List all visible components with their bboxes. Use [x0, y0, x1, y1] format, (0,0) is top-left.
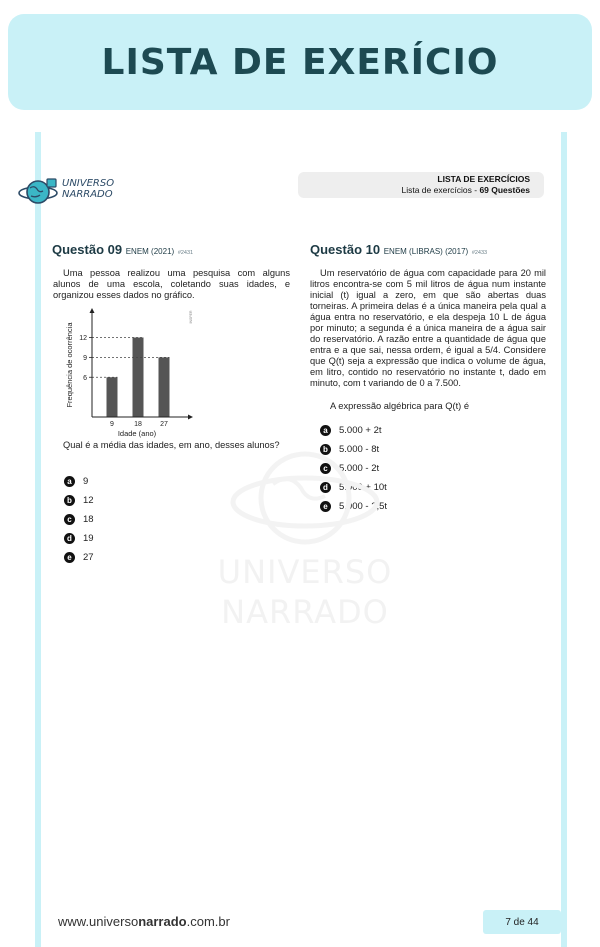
list-header-box	[298, 172, 544, 198]
option-text: 5.000 - 2,5t	[339, 501, 388, 512]
question-10-title	[310, 242, 487, 257]
logo-text	[62, 178, 114, 200]
question-10-source: ENEM (LIBRAS) (2017)	[383, 247, 469, 256]
option-text: 5.000 - 2t	[339, 463, 380, 474]
chart-side-note: INSPER	[189, 310, 193, 324]
option-text: 5.000 + 10t	[339, 482, 387, 493]
age-frequency-bar-chart	[60, 305, 200, 440]
title-banner	[8, 14, 592, 110]
right-border-rail	[561, 132, 567, 947]
left-border-rail	[35, 132, 41, 947]
option-text: 5.000 - 8t	[339, 444, 380, 455]
logo-line1: UNIVERSO	[62, 178, 115, 189]
universo-narrado-logo	[18, 174, 118, 210]
option-text: 9	[83, 476, 89, 487]
page-number-badge: 7 de 44	[483, 910, 561, 934]
footer-url-prefix: www.universo	[58, 914, 139, 929]
bar-9	[107, 377, 118, 417]
option-a[interactable]	[320, 421, 387, 440]
option-letter-e: e	[64, 552, 75, 563]
question-09-title	[52, 242, 193, 257]
question-10-number: Questão 10	[310, 242, 381, 257]
option-letter-c: c	[320, 463, 331, 474]
header-subtitle-prefix: Lista de exercícios -	[401, 185, 480, 195]
logo-line2: NARRADO	[62, 189, 113, 200]
question-10-code: #2433	[471, 250, 488, 256]
option-e[interactable]	[64, 548, 94, 567]
option-letter-c: c	[64, 514, 75, 525]
y-axis-label: Frequência de ocorrência	[65, 322, 74, 408]
header-subtitle	[298, 185, 530, 196]
question-10-statement: Um reservatório de água com capacidade para 20 mil litros encontra-se com 5 mil litros de água num instante inicial (t) igual a zero, em que são abertas duas torneiras. A primeira delas é a única maneira pela qual a água entra no reservatório, e ela despeja 10 L de água por minuto; a segunda é a única maneira de a água sair do reservatório. A razão entre a quantidade de água que entra e a que sai, nessa ordem, é igual a 5/4. Considere que Q(t) seja a expressão que indica o volume de água, em litro, contido no reservatório no instante t, dado em minuto, com t variando de 0 a 7.500.	[310, 268, 546, 388]
option-letter-b: b	[64, 495, 75, 506]
question-09-prompt: Qual é a média das idades, em ano, desses alunos?	[63, 440, 280, 450]
option-c[interactable]	[64, 510, 94, 529]
question-09-options	[64, 472, 94, 567]
option-text: 18	[83, 514, 94, 525]
option-text: 5.000 + 2t	[339, 425, 382, 436]
footer-url-suffix: .com.br	[186, 914, 230, 929]
y-axis-arrow-icon	[90, 308, 95, 313]
header-title: LISTA DE EXERCÍCIOS	[437, 174, 530, 184]
option-letter-d: d	[320, 482, 331, 493]
option-letter-d: d	[64, 533, 75, 544]
option-b[interactable]	[64, 491, 94, 510]
bar-27	[159, 357, 170, 417]
option-text: 27	[83, 552, 94, 563]
option-letter-b: b	[320, 444, 331, 455]
footer-website[interactable]	[58, 914, 230, 929]
y-tick-label: 12	[79, 335, 87, 342]
option-a[interactable]	[64, 472, 94, 491]
y-tick-label: 9	[83, 354, 87, 362]
footer-url-brand: narrado	[138, 914, 187, 929]
x-tick-label: 9	[110, 421, 114, 428]
x-tick-label: 27	[160, 421, 168, 428]
question-09-number: Questão 09	[52, 242, 123, 257]
option-letter-a: a	[320, 425, 331, 436]
y-tick-label: 6	[83, 374, 87, 382]
question-09-source: ENEM (2021)	[125, 247, 175, 256]
x-axis-arrow-icon	[188, 415, 193, 420]
option-d[interactable]	[64, 529, 94, 548]
question-09-statement: Uma pessoa realizou uma pesquisa com alguns alunos de uma escola, coletando suas idades, e organizou esses dados no gráfico.	[53, 268, 290, 300]
banner-title: LISTA DE EXERÍCIO	[101, 41, 499, 83]
watermark-text	[215, 552, 395, 632]
x-axis-label: Idade (ano)	[117, 429, 157, 438]
watermark-line2: NARRADO	[221, 593, 389, 631]
bar-18	[133, 338, 144, 418]
x-tick-label: 18	[134, 421, 142, 428]
watermark-line1: UNIVERSO	[217, 553, 393, 591]
question-10-prompt: A expressão algébrica para Q(t) é	[330, 401, 470, 411]
question-09-code: #2431	[177, 250, 194, 256]
option-text: 19	[83, 533, 94, 544]
globe-icon	[18, 176, 60, 208]
option-text: 12	[83, 495, 94, 506]
option-letter-e: e	[320, 501, 331, 512]
header-question-count: 69 Questões	[479, 185, 530, 195]
option-letter-a: a	[64, 476, 75, 487]
